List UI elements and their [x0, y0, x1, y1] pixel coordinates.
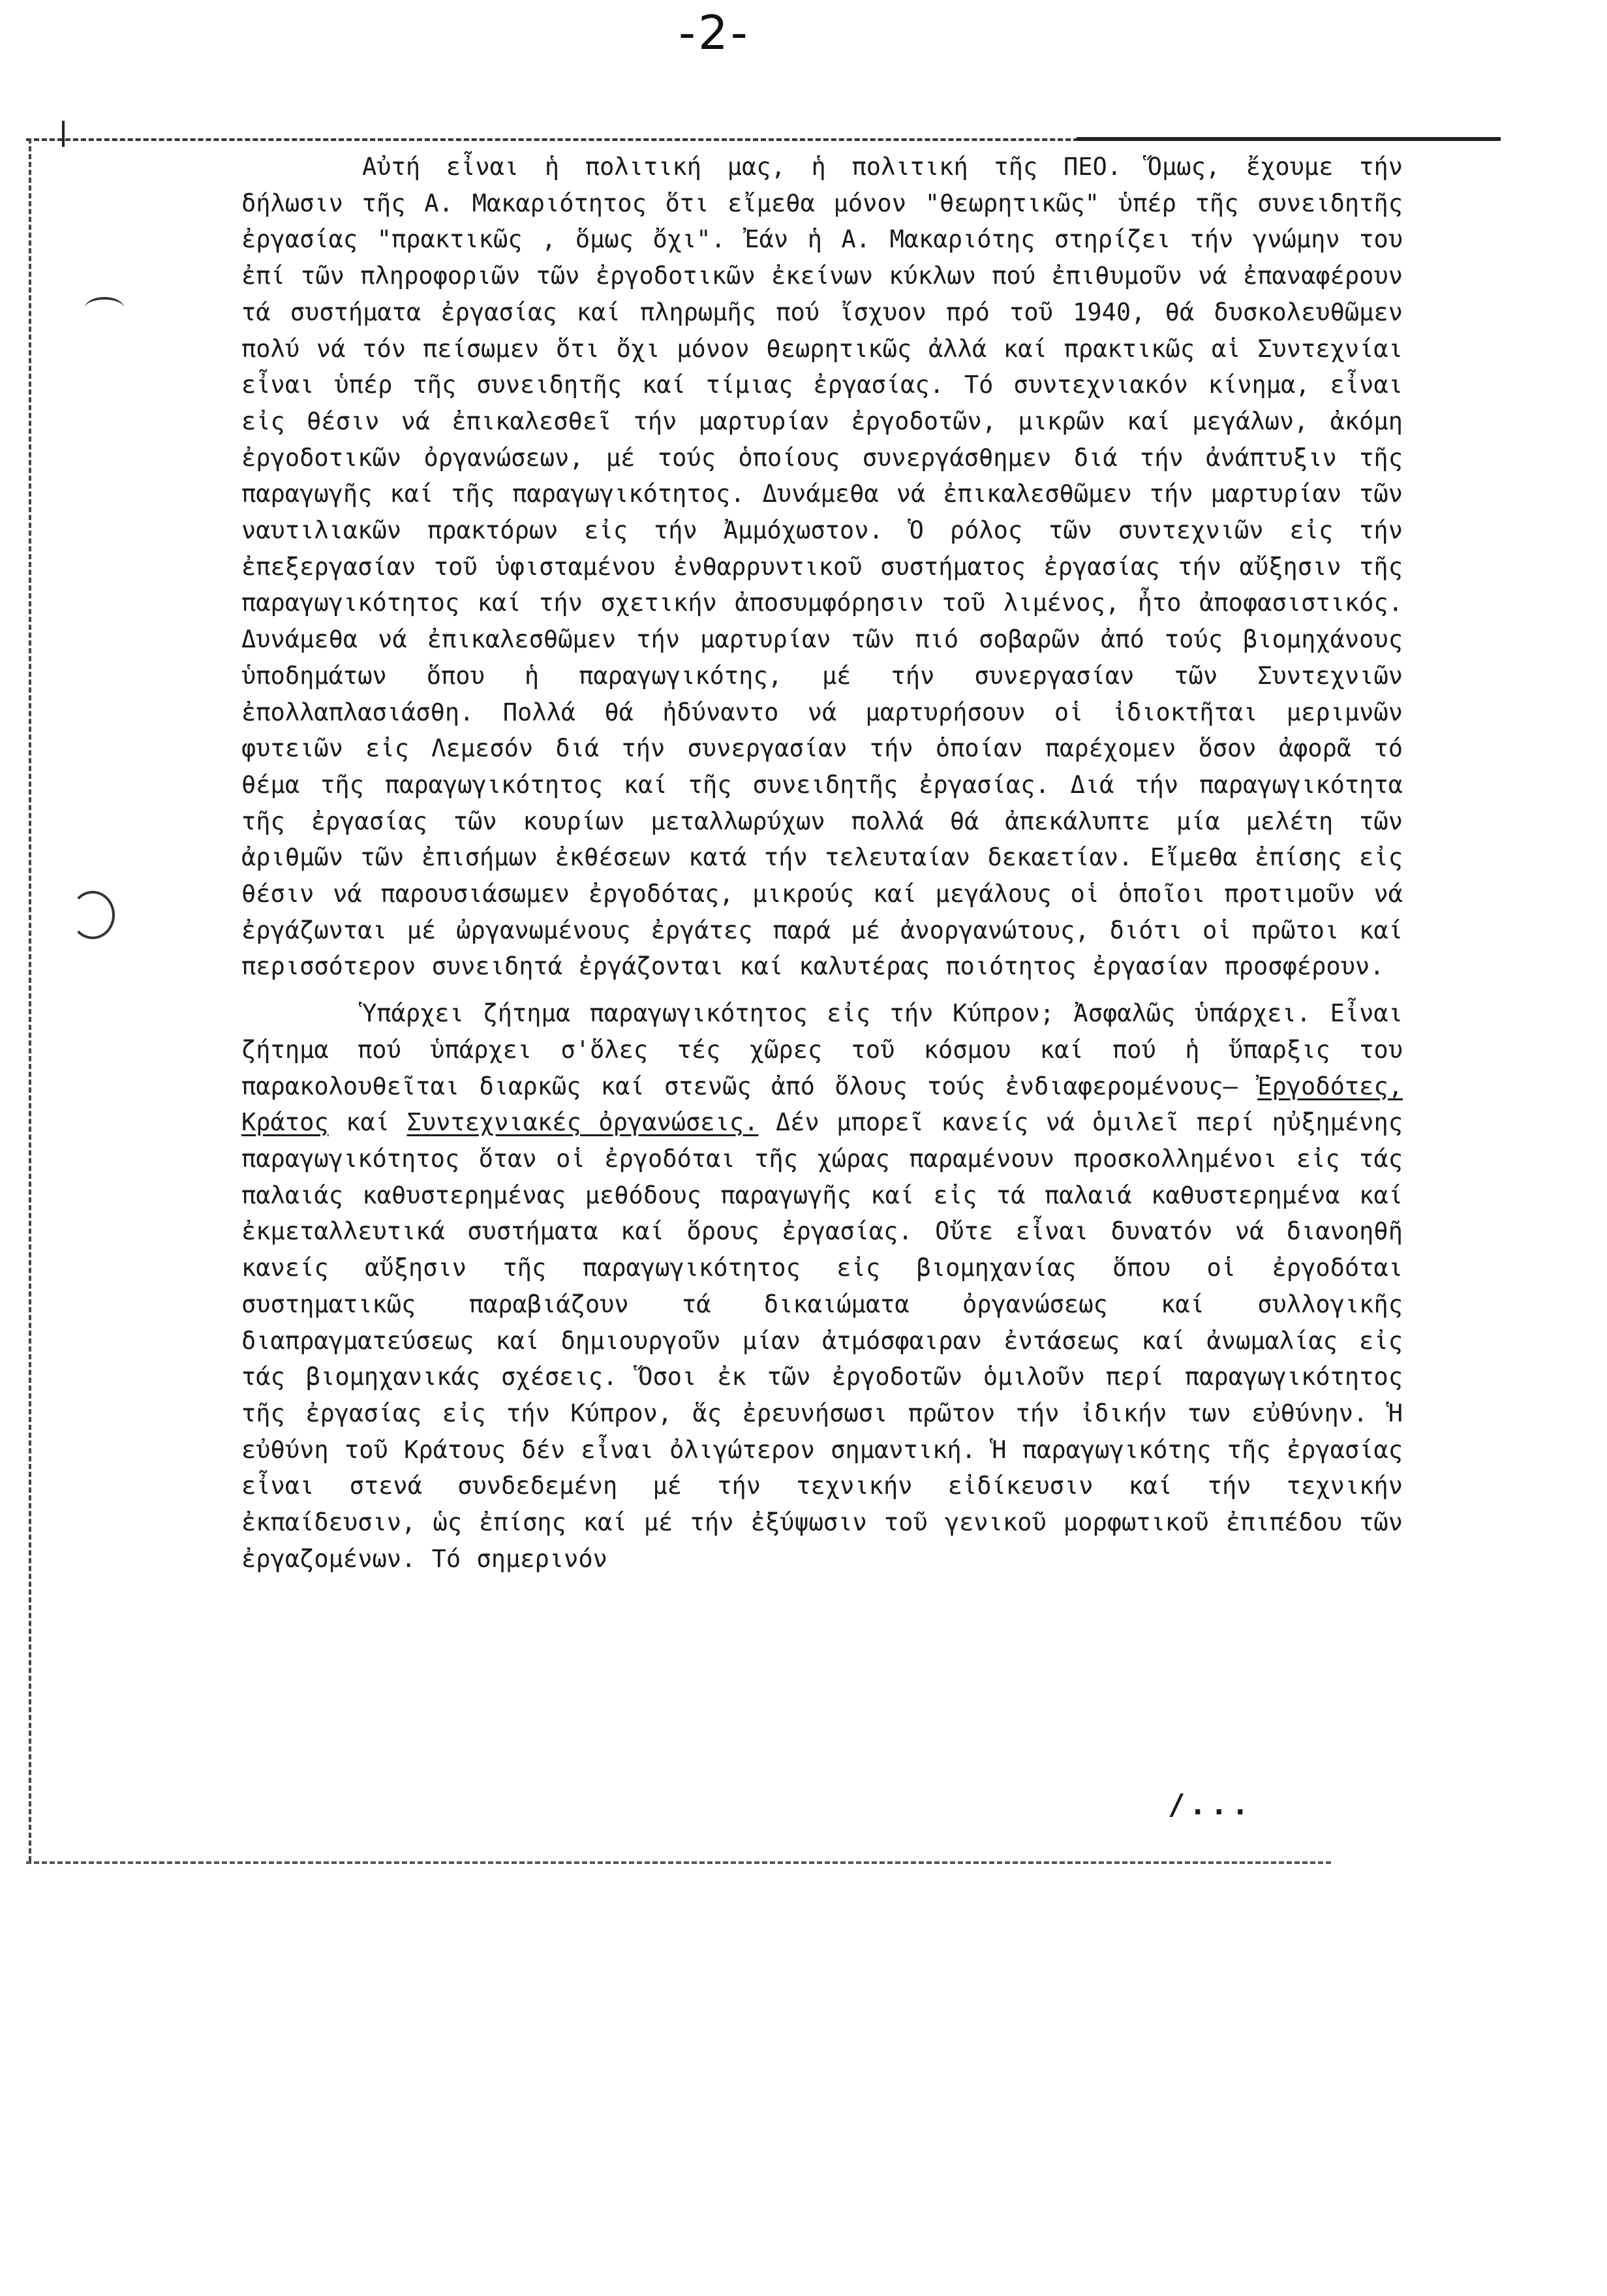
underlined-employers: Ἐργοδότες,	[1257, 1072, 1403, 1100]
conjunction: καί	[346, 1108, 390, 1137]
paragraph-2-opening: Ὑπάρχει ζήτημα παραγωγικότητος εἰς τήν Κύπρον; Ἀσφαλῶς ὑπάρχει. Εἶναι ζήτημα πού ὑπάρχει σ'ὅλες τές χῶρες τοῦ κόσμου καί πού ἡ ὕπαρξις του παρακολουθεῖται διαρκῶς καί στενῶς ἀπό ὅλους τούς ἐνδιαφερομένους–	[241, 999, 1403, 1100]
paragraph-2-rest: Δέν μπορεῖ κανείς νά ὁμιλεῖ περί ηὐξημένης παραγωγικότητος ὅταν οἱ ἐργοδόται τῆς χώρας παραμένουν προσκολλημένοι εἰς τάς παλαιάς καθυστερημένας μεθόδους παραγωγῆς καί εἰς τά παλαιά καθυστερημένα καί ἐκμεταλλευτικά συστήματα καί ὅρους ἐργασίας. Οὔτε εἶναι δυνατόν νά διανοηθῆ κανείς αὔξησιν τῆς παραγωγικότητος εἰς βιομηχανίας ὅπου οἱ ἐργοδόται συστηματικῶς παραβιάζουν τά δικαιώματα ὀργανώσεως καί συλλογικῆς διαπραγματεύσεως καί δημιουργοῦν μίαν ἀτμόσφαιραν ἐντάσεως καί ἀνωμαλίας εἰς τάς βιομηχανικάς σχέσεις. Ὅσοι ἐκ τῶν ἐργοδοτῶν ὁμιλοῦν περί παραγωγικότητος τῆς ἐργασίας εἰς τήν Κύπρον, ἅς ἐρευνήσωσι πρῶτον τήν ἰδικήν των εὐθύνην. Ἡ εὐθύνη τοῦ Κράτους δέν εἶναι ὀλιγώτερον σημαντική. Ἡ παραγωγικότης τῆς ἐργασίας εἶναι στενά συνδεδεμένη μέ τήν τεχνικήν εἰδίκευσιν καί τήν τεχνικήν ἐκπαίδευσιν, ὡς ἐπίσης καί μέ τήν ἐξύψωσιν τοῦ γενικοῦ μορφωτικοῦ ἐπιπέδου τῶν ἐργαζομένων. Τό σημερινόν	[241, 1108, 1403, 1573]
corner-tick-mark	[62, 121, 65, 147]
margin-arc-mark	[85, 297, 124, 319]
page-number: -2-	[679, 5, 750, 60]
frame-left-border	[29, 138, 31, 1861]
continuation-mark: /...	[1168, 1788, 1253, 1822]
paragraph-2	[241, 995, 1403, 1577]
underlined-state: Κράτος	[241, 1108, 329, 1137]
document-body	[241, 149, 1403, 1577]
margin-circle-mark	[70, 891, 115, 939]
paragraph-1: Αὐτή εἶναι ἡ πολιτική μας, ἡ πολιτική τῆς ΠΕΟ. Ὅμως, ἔχουμε τήν δήλωσιν τῆς Α. Μακαριότητος ὅτι εἴμεθα μόνον "θεωρητικῶς" ὑπέρ τῆς συνειδητῆς ἐργασίας "πρακτικῶς , ὅμως ὄχι". Ἐάν ἡ Α. Μακαριότης στηρίζει τήν γνώμην του ἐπί τῶν πληροφοριῶν τῶν ἐργοδοτικῶν ἐκείνων κύκλων πού ἐπιθυμοῦν νά ἐπαναφέρουν τά συστήματα ἐργασίας καί πληρωμῆς πού ἴσχυον πρό τοῦ 1940, θά δυσκολευθῶμεν πολύ νά τόν πείσωμεν ὅτι ὄχι μόνον θεωρητικῶς ἀλλά καί πρακτικῶς αἱ Συντεχνίαι εἶναι ὑπέρ τῆς συνειδητῆς καί τίμιας ἐργασίας. Τό συντεχνιακόν κίνημα, εἶναι εἰς θέσιν νά ἐπικαλεσθεῖ τήν μαρτυρίαν ἐργοδοτῶν, μικρῶν καί μεγάλων, ἀκόμη ἐργοδοτικῶν ὀργανώσεων, μέ τούς ὁποίους συνεργάσθημεν διά τήν ἀνάπτυξιν τῆς παραγωγῆς καί τῆς παραγωγικότητος. Δυνάμεθα νά ἐπικαλεσθῶμεν τήν μαρτυρίαν τῶν ναυτιλιακῶν πρακτόρων εἰς τήν Ἀμμόχωστον. Ὁ ρόλος τῶν συντεχνιῶν εἰς τήν ἐπεξεργασίαν τοῦ ὑφισταμένου ἐνθαρρυντικοῦ συστήματος ἐργασίας τήν αὔξησιν τῆς παραγωγικότητος καί τήν σχετικήν ἀποσυμφόρησιν τοῦ λιμένος, ἦτο ἀποφασιστικός. Δυνάμεθα νά ἐπικαλεσθῶμεν τήν μαρτυρίαν τῶν πιό σοβαρῶν ἀπό τούς βιομηχάνους ὑποδημάτων ὅπου ἡ παραγωγικότης, μέ τήν συνεργασίαν τῶν Συντεχνιῶν ἐπολλαπλασιάσθη. Πολλά θά ἠδύναντο νά μαρτυρήσουν οἱ ἰδιοκτῆται μεριμνῶν φυτειῶν εἰς Λεμεσόν διά τήν συνεργασίαν τήν ὁποίαν παρέχομεν ὅσον ἀφορᾶ τό θέμα τῆς παραγωγικότητος καί τῆς συνειδητῆς ἐργασίας. Διά τήν παραγωγικότητα τῆς ἐργασίας τῶν κουρίων μεταλλωρύχων πολλά θά ἀπεκάλυπτε μία μελέτη τῶν ἀριθμῶν τῶν ἐπισήμων ἐκθέσεων κατά τήν τελευταίαν δεκαετίαν. Εἴμεθα ἐπίσης εἰς θέσιν νά παρουσιάσωμεν ἐργοδότας, μικρούς καί μεγάλους οἱ ὁποῖοι προτιμοῦν νά ἐργάζωνται μέ ὠργανωμένους ἐργάτες παρά μέ ἀνοργανώτους, διότι οἱ πρῶτοι καί περισσότερον συνειδητά ἐργάζονται καί καλυτέρας ποιότητος ἐργασίαν προσφέρουν.	[241, 153, 1403, 981]
frame-bottom-border	[26, 1861, 1331, 1864]
frame-top-rule	[1077, 137, 1501, 141]
underlined-unions: Συντεχνιακές ὀργανώσεις.	[406, 1108, 759, 1137]
